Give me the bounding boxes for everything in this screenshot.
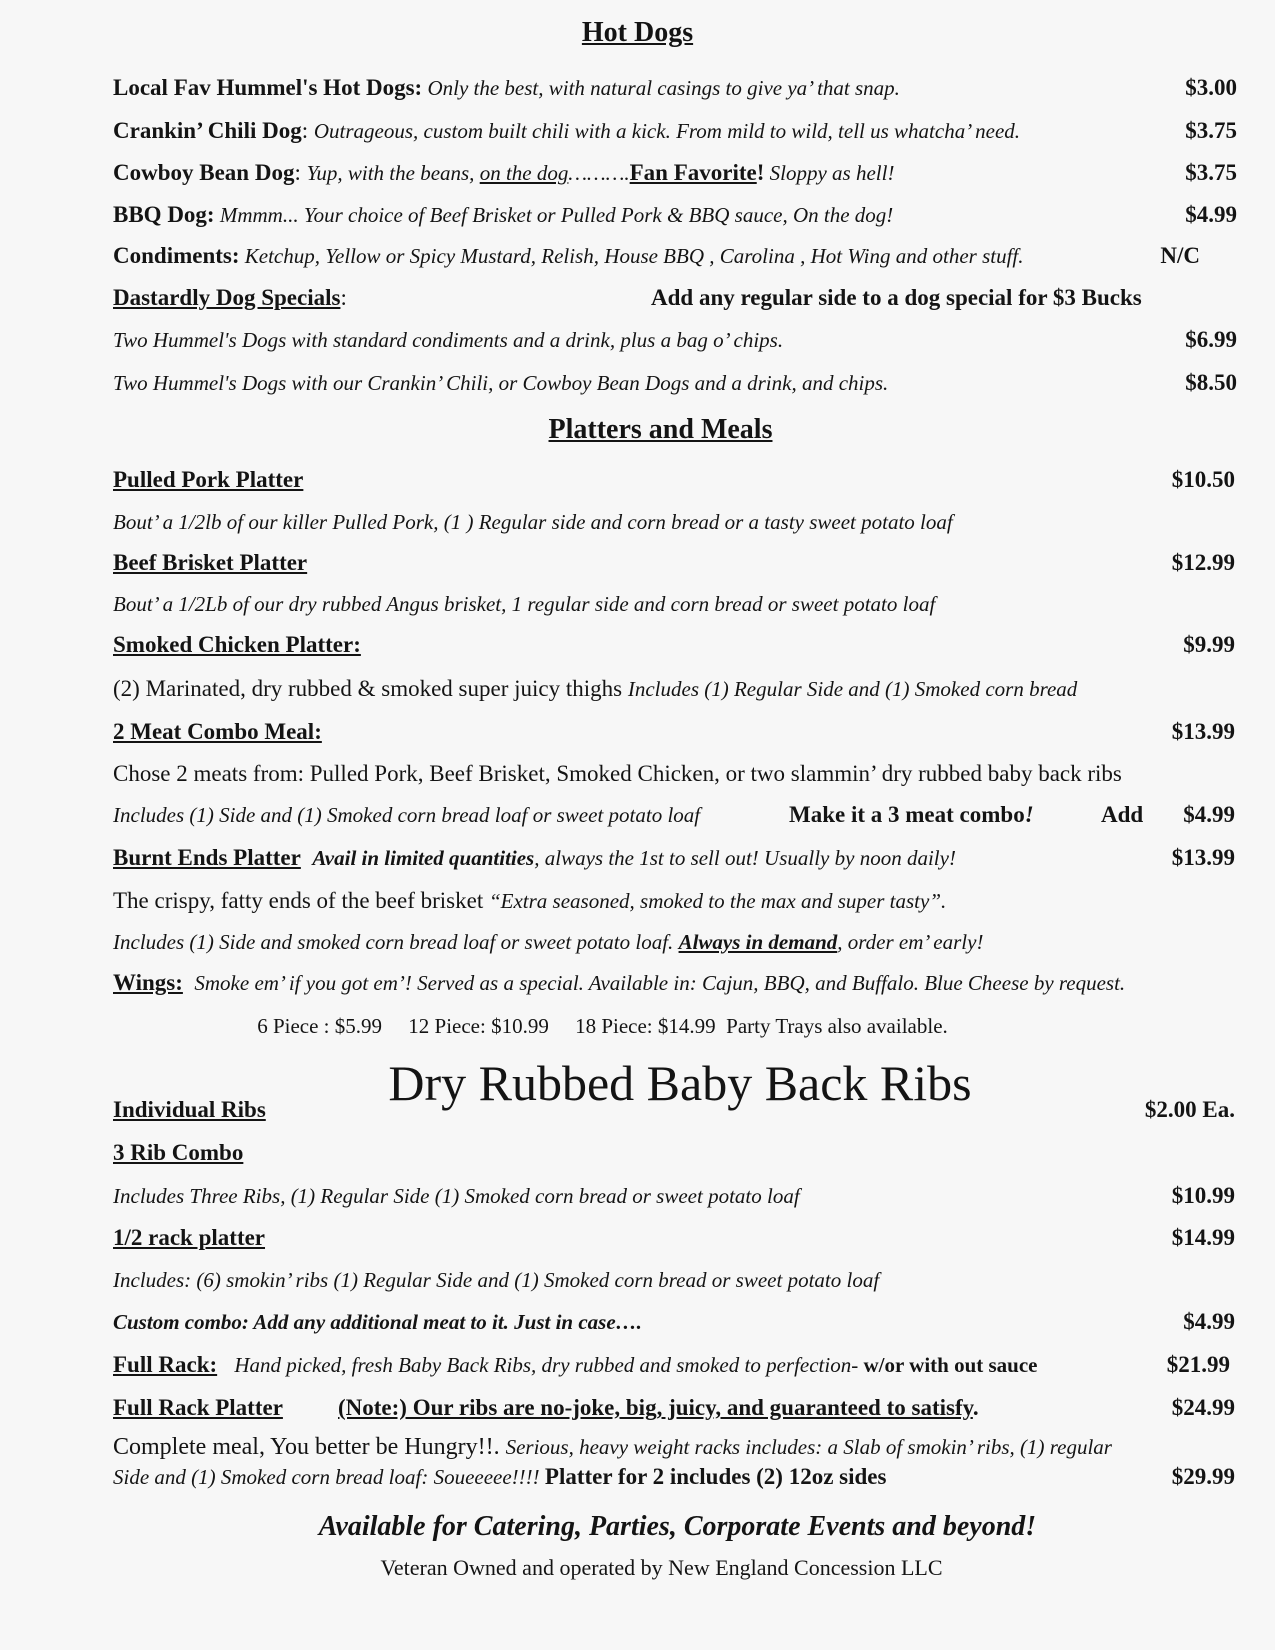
menu-item (113, 1304, 1235, 1340)
limited-note: Avail in limited quantities (312, 846, 535, 870)
special-desc: Two Hummel's Dogs with standard condiments and a drink, plus a bag o’ chips. (113, 328, 784, 352)
item-desc: , always the 1st to sell out! Usually by noon daily! (534, 846, 956, 870)
item-desc: Mmmm... Your choice of Beef Brisket or Pulled Pork & BBQ sauce, On the dog! (214, 203, 894, 227)
special-desc: Two Hummel's Dogs with our Crankin’ Chili, or Cowboy Bean Dogs and a drink, and chips. (113, 371, 889, 395)
special-price: $6.99 (1185, 327, 1237, 352)
item-desc-row (113, 504, 1235, 540)
platter-for-two: Platter for 2 includes (2) 12oz sides (544, 1464, 887, 1489)
item-desc-row: (2) Marinated, dry rubbed & smoked super juicy thighs Includes (1) Regular Side and (1) Smoked corn bread (113, 676, 1078, 701)
item-desc: Includes: (6) smokin’ ribs (1) Regular Side and (1) Smoked corn bread or sweet potato loaf (113, 1268, 880, 1292)
menu-item: Cowboy Bean Dog: Yup, with the beans, on the dog……….Fan Favorite! Sloppy as hell! $3.75 (113, 155, 1235, 191)
menu-item (113, 1092, 1235, 1128)
item-price: $13.99 (1171, 719, 1235, 744)
catering-banner: Available for Catering, Parties, Corporate Events and beyond! (318, 1511, 1037, 1542)
item-desc: Includes Three Ribs, (1) Regular Side (1) Smoked corn bread or sweet potato loaf (113, 1184, 800, 1208)
item-name: Wings: (113, 970, 183, 995)
special-item (113, 322, 1235, 358)
item-name: Individual Ribs (113, 1097, 266, 1122)
menu-item (113, 840, 1235, 876)
menu-item (113, 1347, 1235, 1383)
sauce-option: w/or with out sauce (863, 1353, 1038, 1377)
specials-label: Dastardly Dog Specials (113, 285, 341, 310)
item-price: $29.99 (1171, 1464, 1235, 1489)
fan-favorite-badge: Fan Favorite (629, 160, 757, 185)
item-price: $4.99 (1185, 202, 1237, 227)
item-desc: Hand picked, fresh Baby Back Ribs, dry rubbed and smoked to perfection- (234, 1353, 864, 1377)
item-name: Condiments: (113, 243, 240, 268)
item-name: 1/2 rack platter (113, 1225, 266, 1250)
item-name: Smoked Chicken Platter: (113, 632, 361, 657)
item-price: $3.75 (1185, 118, 1237, 143)
item-name: Burnt Ends Platter (113, 845, 301, 870)
add-label: Add (1101, 802, 1144, 827)
item-price: $13.99 (1171, 845, 1235, 870)
item-desc: Bout’ a 1/2lb of our killer Pulled Pork, (1 ) Regular side and corn bread or a tasty sweet potato loaf (113, 510, 953, 534)
owner-line: Veteran Owned and operated by New England Concession LLC (380, 1555, 943, 1580)
menu-item (113, 627, 1235, 663)
item-price: $14.99 (1171, 1225, 1235, 1250)
item-name: Full Rack: (113, 1352, 218, 1377)
item-price: $2.00 Ea. (1144, 1097, 1235, 1122)
item-name: 3 Rib Combo (113, 1140, 244, 1165)
menu-item (113, 1135, 1235, 1171)
item-price: $12.99 (1171, 550, 1235, 575)
item-desc: (2) Marinated, dry rubbed & smoked super juicy thighs (113, 676, 628, 701)
menu-item (113, 1220, 1235, 1256)
combo-upgrade-row (113, 797, 1235, 833)
item-name: Full Rack Platter (113, 1395, 283, 1420)
item-desc-row (113, 1262, 1235, 1298)
custom-combo: Custom combo: Add any additional meat to it. Just in case…. (113, 1310, 642, 1334)
item-price: $10.50 (1171, 467, 1235, 492)
item-desc-row (113, 756, 1235, 792)
item-price: $21.99 (1166, 1352, 1230, 1377)
menu-item (113, 965, 1235, 1001)
item-name: Pulled Pork Platter (113, 467, 304, 492)
item-price: $4.99 (1183, 1309, 1235, 1334)
wings-pricing: 6 Piece : $5.99 12 Piece: $10.99 18 Piece: $14.99 Party Trays also available. (257, 1014, 948, 1038)
item-name: BBQ Dog: (113, 202, 215, 227)
specials-note: Add any regular side to a dog special for $3 Bucks (651, 285, 1142, 310)
menu-item (113, 197, 1235, 233)
item-price: $24.99 (1171, 1395, 1235, 1420)
menu-item: Crankin’ Chili Dog: Outrageous, custom built chili with a kick. From mild to wild, tell us whatcha’ need. $3.75 (113, 113, 1235, 149)
menu-item (113, 462, 1235, 498)
item-name: Crankin’ Chili Dog (113, 118, 302, 143)
menu-item (113, 70, 1235, 106)
item-desc-row (113, 586, 1235, 622)
item-name: Beef Brisket Platter (113, 550, 308, 575)
menu-item (113, 238, 1235, 274)
dog-specials-header: Dastardly Dog Specials: Add any regular side to a dog special for $3 Bucks (113, 280, 1235, 316)
ribs-note: (Note:) Our ribs are no-joke, big, juicy, and guaranteed to satisfy (338, 1395, 973, 1420)
item-desc: Ketchup, Yellow or Spicy Mustard, Relish, House BBQ , Carolina , Hot Wing and other stuff. (239, 244, 1024, 268)
item-desc-row: Side and (1) Smoked corn bread loaf: Soueeeee!!!! Platter for 2 includes (2) 12oz sides $29.99 (113, 1462, 1235, 1492)
item-name: 2 Meat Combo Meal: (113, 719, 322, 744)
item-includes: Includes (1) Side and (1) Smoked corn bread loaf or sweet potato loaf (113, 803, 701, 827)
special-item (113, 365, 1235, 401)
item-desc: Bout’ a 1/2Lb of our dry rubbed Angus brisket, 1 regular side and corn bread or sweet potato loaf (113, 592, 936, 616)
item-desc: Smoke em’ if you got em’! Served as a special. Available in: Cajun, BBQ, and Buffalo. Blue Cheese by request. (194, 971, 1126, 995)
menu-item: Full Rack Platter (Note:) Our ribs are no-joke, big, juicy, and guaranteed to satisfy. $24.99 (113, 1390, 1235, 1426)
item-name: Local Fav Hummel's Hot Dogs: (113, 75, 423, 100)
special-price: $8.50 (1185, 370, 1237, 395)
item-name: Cowboy Bean Dog (113, 160, 295, 185)
item-desc-row: Complete meal, You better be Hungry!!. Serious, heavy weight racks includes: a Slab of smokin’ ribs, (1) regular (113, 1434, 1112, 1460)
item-price: $3.00 (1185, 75, 1237, 100)
item-desc: Chose 2 meats from: Pulled Pork, Beef Brisket, Smoked Chicken, or two slammin’ dry rubbed baby back ribs (113, 761, 1122, 786)
menu-item (113, 545, 1235, 581)
item-desc: Outrageous, custom built chili with a kick. From mild to wild, tell us whatcha’ need. (313, 119, 1021, 143)
always-in-demand: Always in demand (678, 930, 838, 954)
item-price: $10.99 (1171, 1183, 1235, 1208)
ribs-title: Dry Rubbed Baby Back Ribs (388, 1055, 972, 1111)
item-desc-row: The crispy, fatty ends of the beef brisket “Extra seasoned, smoked to the max and super tasty”. (113, 888, 947, 913)
item-price: N/C (1160, 243, 1200, 268)
add-price: $4.99 (1183, 802, 1235, 827)
hot-dogs-heading: Hot Dogs (581, 17, 694, 48)
item-desc-row: Includes (1) Side and smoked corn bread loaf or sweet potato loaf. Always in demand, order em’ early! (113, 930, 984, 954)
upgrade-label: Make it a 3 meat combo! (789, 802, 1034, 827)
platters-heading: Platters and Meals (548, 414, 773, 445)
menu-item (113, 714, 1235, 750)
item-desc: Only the best, with natural casings to give ya’ that snap. (422, 76, 900, 100)
item-desc-row (113, 1178, 1235, 1214)
item-price: $9.99 (1183, 632, 1235, 657)
item-price: $3.75 (1185, 160, 1237, 185)
